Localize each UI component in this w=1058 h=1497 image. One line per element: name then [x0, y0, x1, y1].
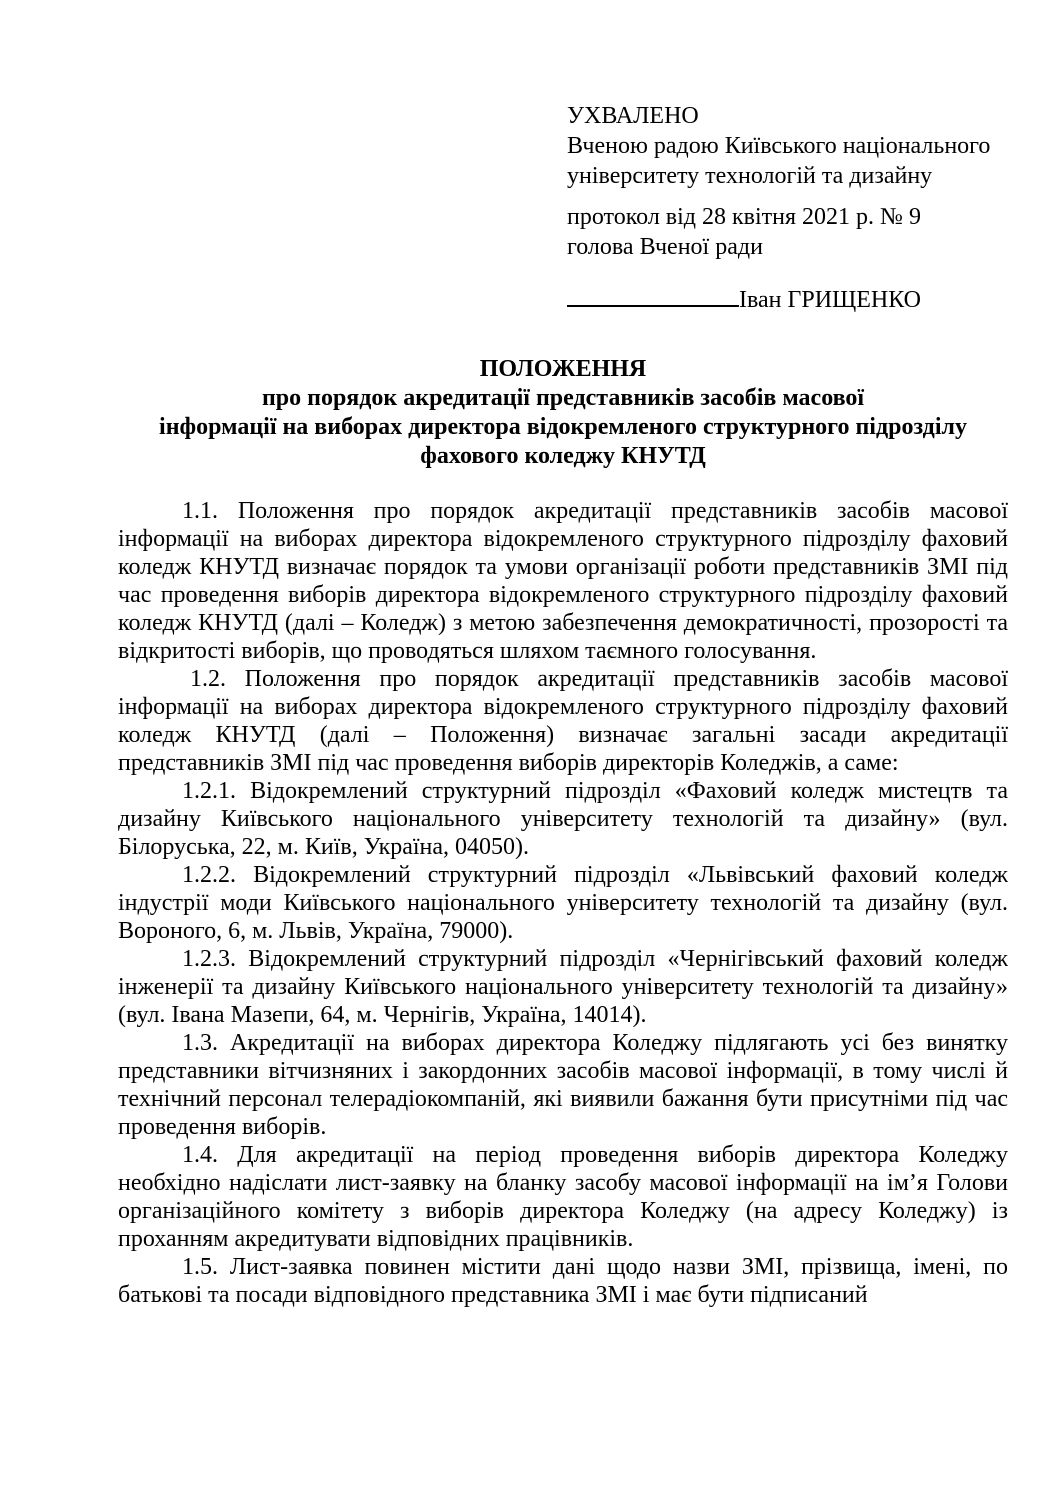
- document-body: [118, 497, 1008, 1309]
- paragraph-1-2: 1.2. Положення про порядок акредитації представників засобів масової інформації на виборах директора відокремленого структурного підрозділу фаховий коледж КНУТД (далі – Положення) визначає загальні засади акредитації представників ЗМІ під час проведення виборів директорів Коледжів, а саме:: [118, 666, 1008, 776]
- signature-row: [567, 281, 1008, 315]
- document-content: [118, 0, 1008, 1309]
- paragraph-1-2-1: 1.2.1. Відокремлений структурний підрозділ «Фаховий коледж мистецтв та дизайну Київського національного університету технологій та дизайну» (вул. Білоруська, 22, м. Київ, Україна, 04050).: [118, 778, 1008, 860]
- paragraph-1-2-2: 1.2.2. Відокремлений структурний підрозділ «Львівський фаховий коледж індустрії моди Київського національного університету технологій та дизайну (вул. Вороного, 6, м. Львів, Україна, 79000).: [118, 862, 1008, 944]
- signature-name: Іван ГРИЩЕНКО: [739, 287, 922, 313]
- approval-issuer-line-2: університету технологій та дизайну: [567, 163, 933, 189]
- document-title: [118, 355, 1008, 471]
- approval-spacer: [567, 262, 1008, 281]
- paragraph-1-1: 1.1. Положення про порядок акредитації представників засобів масової інформації на виборах директора відокремленого структурного підрозділу фаховий коледж КНУТД визначає порядок та умови організації роботи представників ЗМІ під час проведення виборів директора відокремленого структурного підрозділу фаховий коледж КНУТД (далі – Коледж) з метою забезпечення демократичності, прозорості та відкритості виборів, що проводяться шляхом таємного голосування.: [118, 498, 1008, 664]
- approval-status: УХВАЛЕНО: [567, 103, 699, 129]
- paragraph-1-2-3: 1.2.3. Відокремлений структурний підрозділ «Чернігівський фаховий коледж інженерії та дизайну Київського національного університету технологій та дизайну» (вул. Івана Мазепи, 64, м. Чернігів, Україна, 14014).: [118, 946, 1008, 1028]
- paragraph-1-3: 1.3. Акредитації на виборах директора Коледжу підлягають усі без винятку представники вітчизняних і закордонних засобів масової інформації, в тому числі й технічний персонал телерадіокомпаній, які виявили бажання бути присутніми під час проведення виборів.: [118, 1030, 1008, 1140]
- approval-chair-line: голова Вченої ради: [567, 234, 763, 260]
- paragraph-1-4: 1.4. Для акредитації на період проведення виборів директора Коледжу необхідно надіслати лист-заявку на бланку засобу масової інформації на ім’я Голови організаційного комітету з виборів директора Коледжу (на адресу Коледжу) із проханням акредитувати відповідних працівників.: [118, 1142, 1008, 1252]
- paragraph-1-5: 1.5. Лист-заявка повинен містити дані щодо назви ЗМІ, прізвища, імені, по батькові та посади відповідного представника ЗМІ і має бути підписаний: [118, 1254, 1008, 1308]
- approval-issuer-line-1: Вченою радою Київського національного: [567, 133, 991, 159]
- approval-block: [567, 0, 1008, 315]
- approval-spacer: [567, 191, 1008, 202]
- signature-line: [567, 281, 739, 307]
- title-line-4: фахового коледжу КНУТД: [420, 443, 706, 469]
- title-line-1: ПОЛОЖЕННЯ: [479, 356, 647, 382]
- title-line-2: про порядок акредитації представників засобів масової: [261, 385, 865, 411]
- approval-protocol-line: протокол від 28 квітня 2021 р. № 9: [567, 204, 921, 230]
- title-line-3: інформації на виборах директора відокремленого структурного підрозділу: [159, 414, 967, 440]
